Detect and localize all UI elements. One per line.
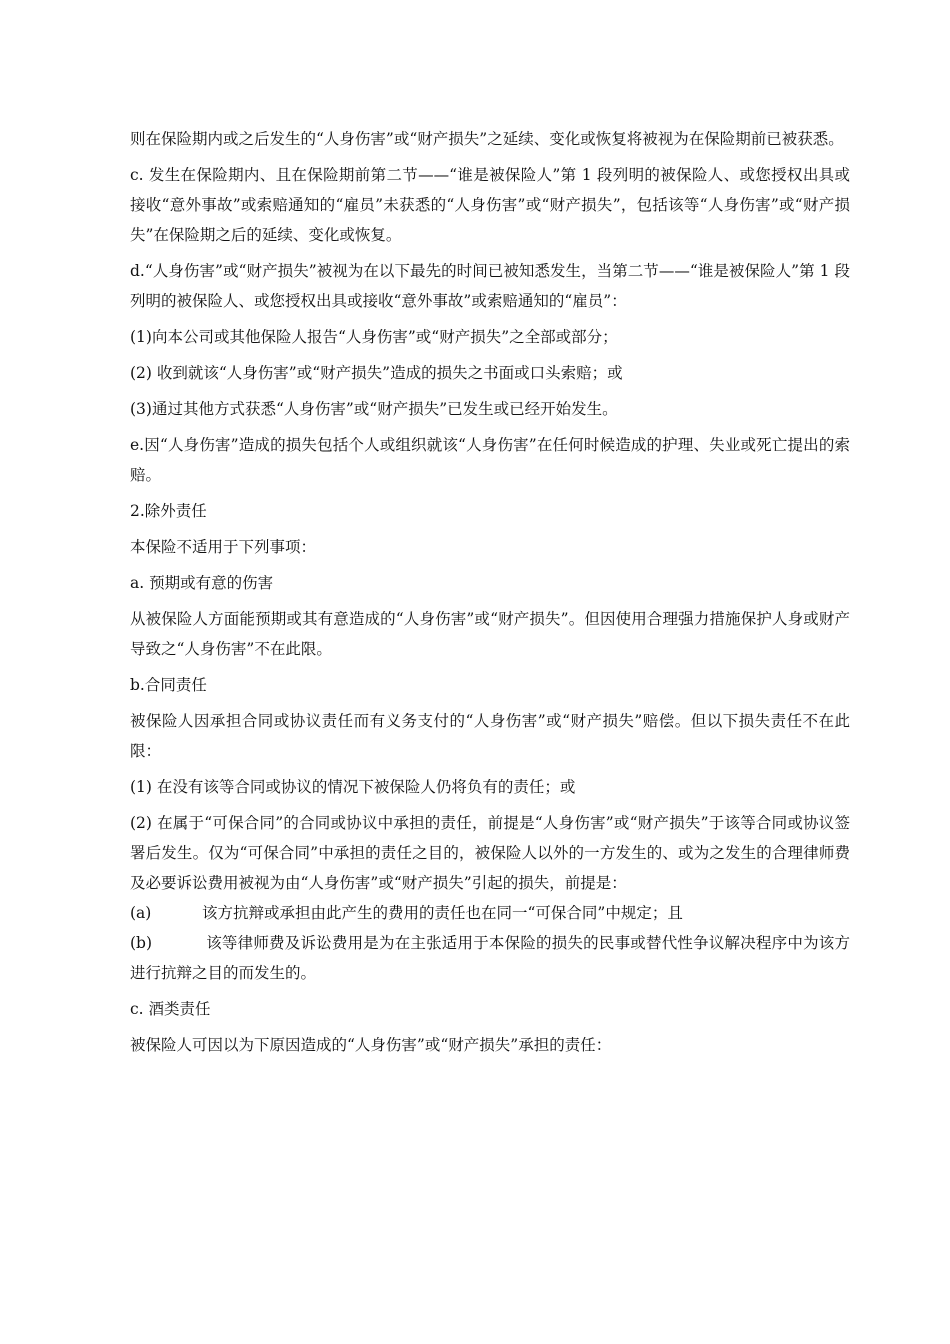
clause-d: d.“人身伤害”或“财产损失”被视为在以下最先的时间已被知悉发生，当第二节——“谁是被保险人”第 1 段列明的被保险人、或您授权出具或接收“意外事故”或索赔通知的“雇员”：: [130, 262, 850, 310]
clause-b-a-label: (a): [130, 904, 152, 922]
clause-c: c. 发生在保险期内、且在保险期前第二节——“谁是被保险人”第 1 段列明的被保险人、或您授权出具或接收“意外事故”或索赔通知的“雇员”未获悉的“人身伤害”或“财产损失”，包括该等“人身伤害”或“财产损失”在保险期之后的延续、变化或恢复。: [130, 166, 850, 244]
paragraph-c-liquor: 被保险人可因以为下原因造成的“人身伤害”或“财产损失”承担的责任：: [130, 1036, 612, 1054]
section-heading-exclusions: 2.除外责任: [130, 502, 207, 520]
document-page: [130, 124, 850, 1060]
heading-c: c. 酒类责任: [130, 1000, 211, 1018]
paragraph-a: 从被保险人方面能预期或其有意造成的“人身伤害”或“财产损失”。但因使用合理强力措施保护人身或财产导致之“人身伤害”不在此限。: [130, 610, 850, 658]
paragraph-continuation: 则在保险期内或之后发生的“人身伤害”或“财产损失”之延续、变化或恢复将被视为在保险期前已被获悉。: [130, 130, 844, 148]
paragraph-b: 被保险人因承担合同或协议责任而有义务支付的“人身伤害”或“财产损失”赔偿。但以下损失责任不在此限：: [130, 712, 850, 760]
clause-b-a-text: 该方抗辩或承担由此产生的费用的责任也在同一“可保合同”中规定；且: [202, 904, 683, 922]
heading-b: b.合同责任: [130, 676, 207, 694]
exclusions-intro: 本保险不适用于下列事项：: [130, 538, 317, 556]
clause-d-2: (2) 收到就该“人身伤害”或“财产损失”造成的损失之书面或口头索赔；或: [130, 364, 623, 382]
clause-b-2: (2) 在属于“可保合同”的合同或协议中承担的责任，前提是“人身伤害”或“财产损失”于该等合同或协议签署后发生。仅为“可保合同”中承担的责任之目的，被保险人以外的一方发生的、或为之发生的合理律师费及必要诉讼费用被视为由“人身伤害”或“财产损失”引起的损失，前提是：: [130, 814, 850, 892]
clause-b-a: [130, 898, 850, 928]
clause-b-b-label: (b): [130, 934, 153, 952]
clause-b-1: (1) 在没有该等合同或协议的情况下被保险人仍将负有的责任；或: [130, 778, 576, 796]
clause-d-1: (1)向本公司或其他保险人报告“人身伤害”或“财产损失”之全部或部分；: [130, 328, 618, 346]
clause-e: e.因“人身伤害”造成的损失包括个人或组织就该“人身伤害”在任何时候造成的护理、失业或死亡提出的索赔。: [130, 436, 850, 484]
heading-a: a. 预期或有意的伤害: [130, 574, 274, 592]
clause-b-b: [130, 928, 850, 988]
clause-d-3: (3)通过其他方式获悉“人身伤害”或“财产损失”已发生或已经开始发生。: [130, 400, 618, 418]
clause-b-b-text: 该等律师费及诉讼费用是为在主张适用于本保险的损失的民事或替代性争议解决程序中为该方进行抗辩之目的而发生的。: [130, 934, 850, 982]
